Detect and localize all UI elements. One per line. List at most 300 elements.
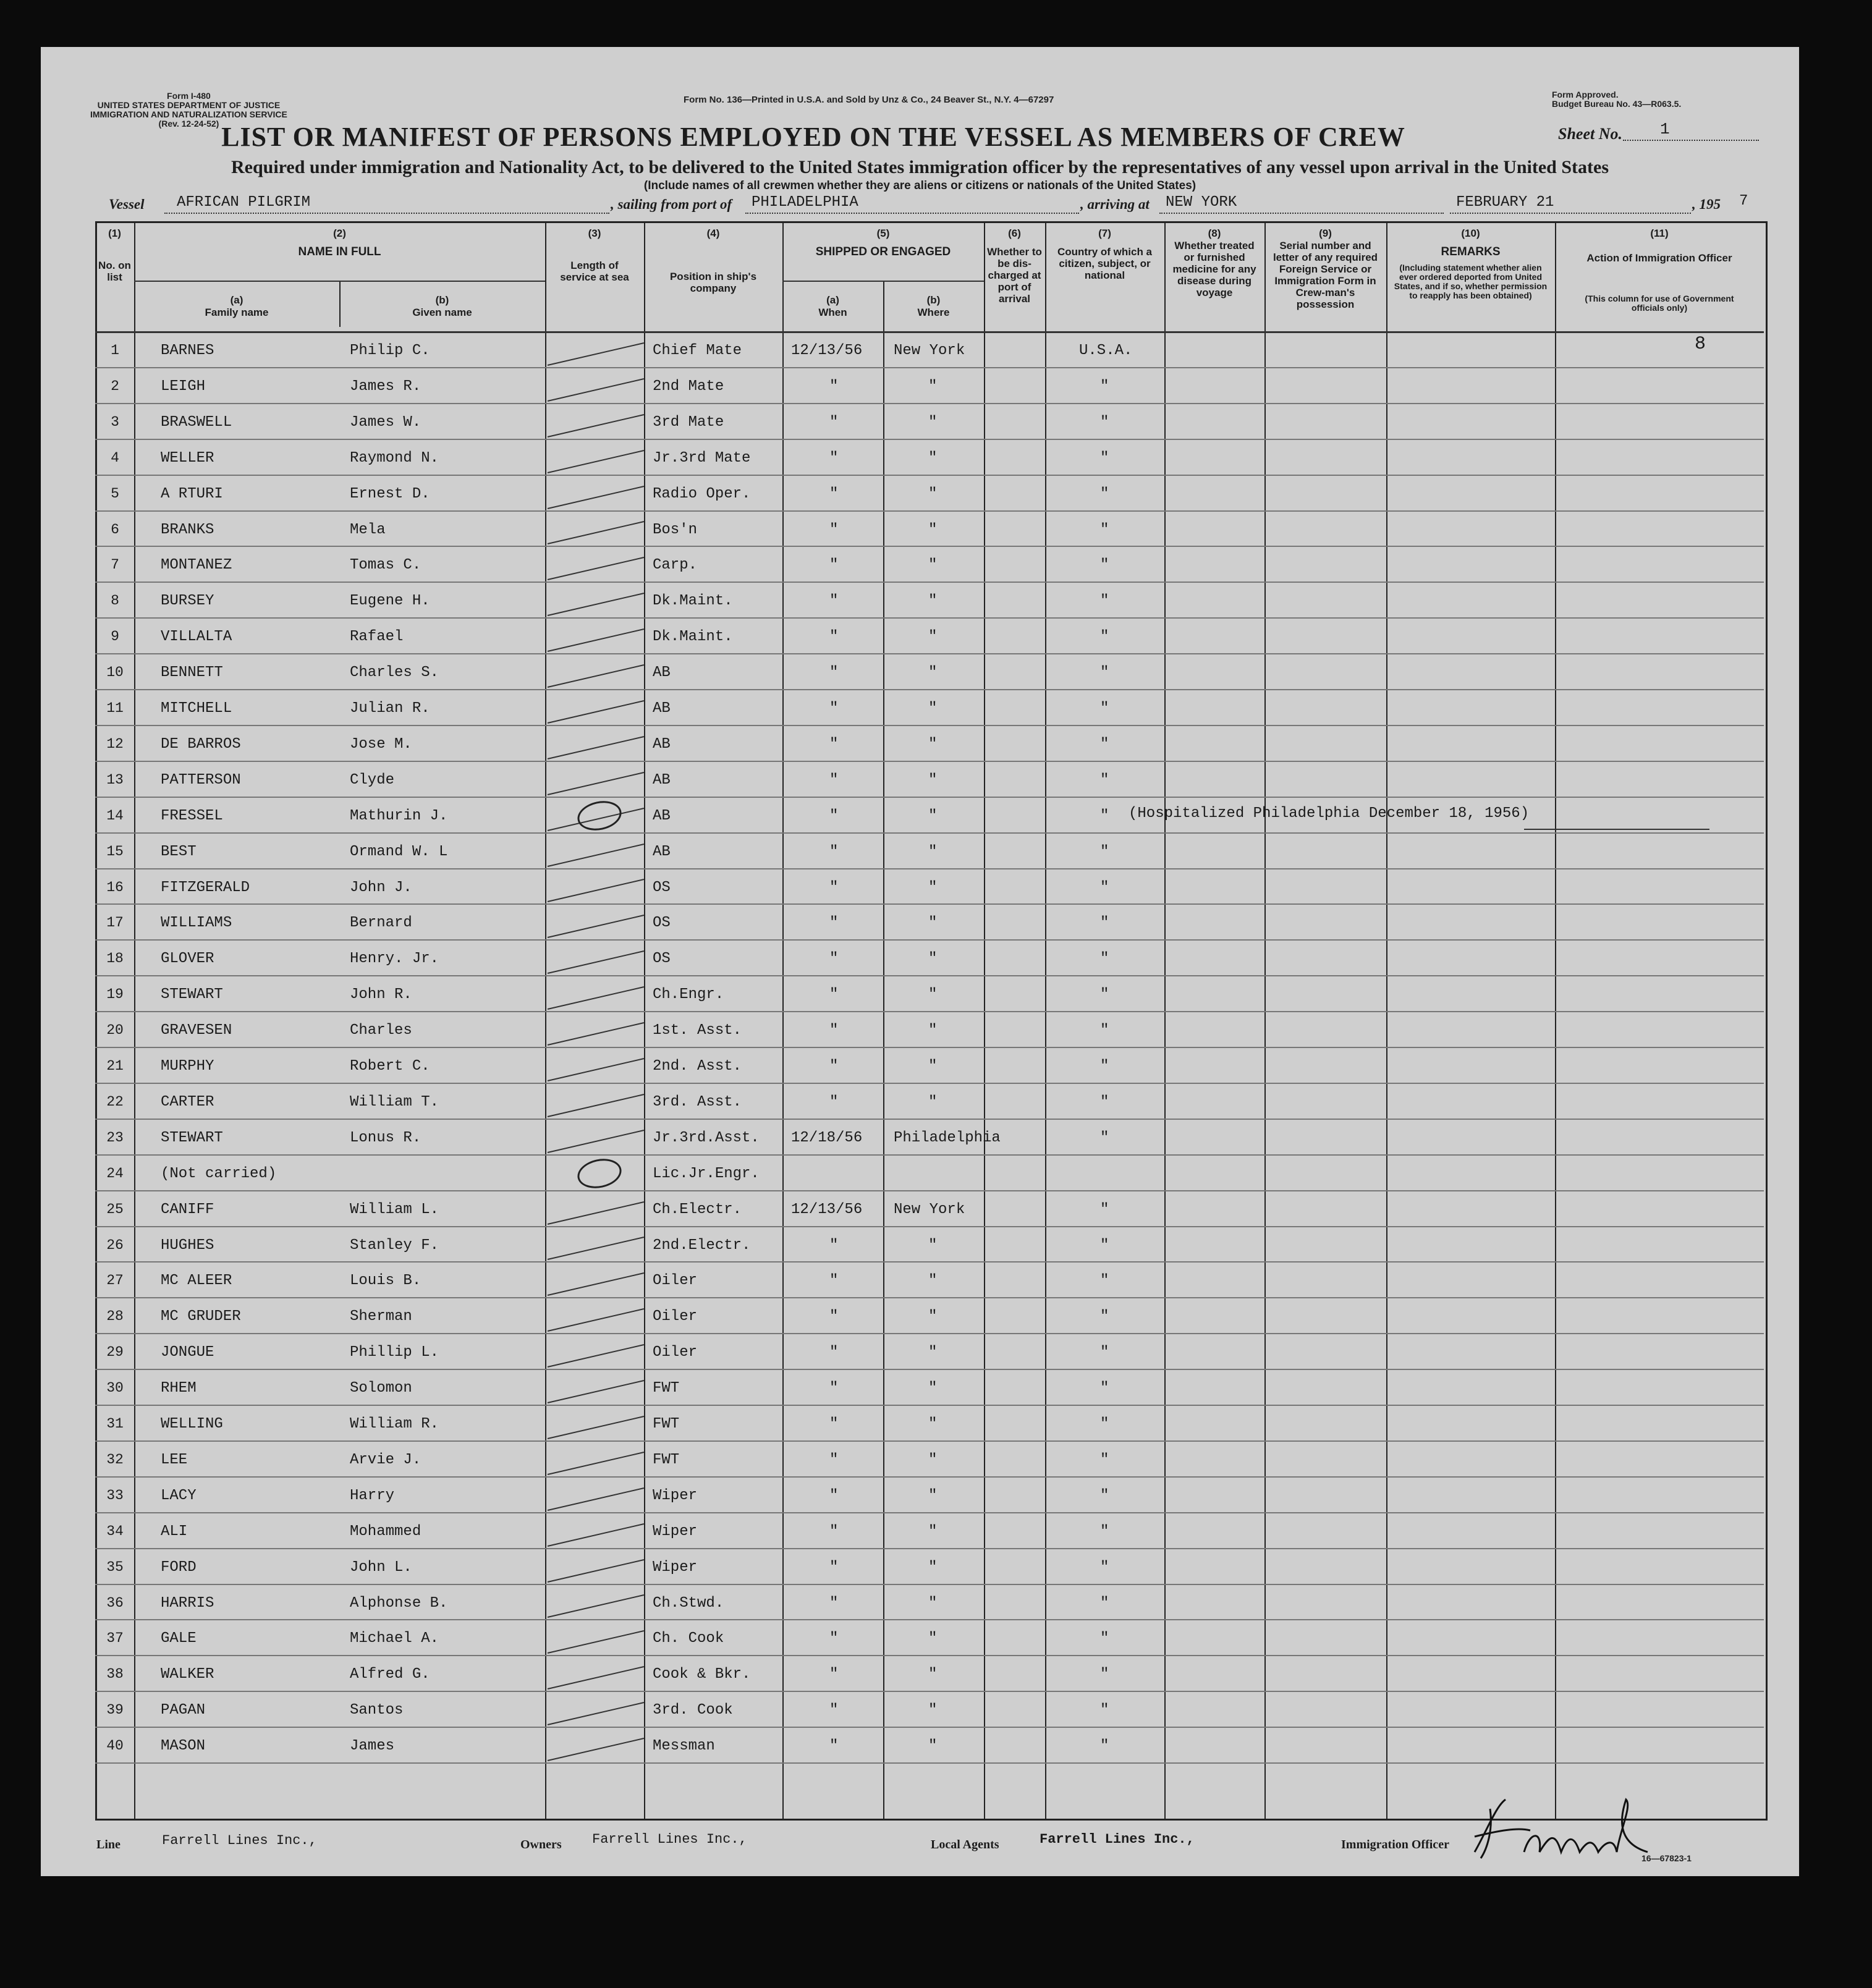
col-2-number: (2)	[333, 227, 346, 239]
row-rule	[95, 1512, 1764, 1513]
header-when-a: (a)	[826, 294, 839, 306]
shipped-where: "	[928, 879, 938, 896]
country: "	[1100, 843, 1109, 860]
given-name: Eugene H.	[350, 593, 430, 610]
budget-bureau: Budget Bureau No. 43—R063.5.	[1552, 99, 1682, 109]
given-name: Tomas C.	[350, 557, 421, 574]
row-rule	[95, 475, 1764, 476]
shipped-where: "	[928, 1738, 938, 1755]
row-number: 29	[106, 1344, 124, 1361]
position: 2nd Mate	[653, 378, 724, 395]
header-treated: Whether treated or furnished medicine for any disease during voyage	[1172, 240, 1256, 298]
family-name: (Not carried)	[161, 1165, 277, 1182]
shipped-where: "	[928, 593, 938, 610]
header-family-a: (a)	[230, 294, 244, 306]
sheet-number-line	[1623, 140, 1759, 141]
position: Jr.3rd.Asst.	[653, 1129, 760, 1146]
row-number: 39	[106, 1702, 124, 1719]
position: AB	[653, 700, 671, 717]
column-rule-where	[883, 282, 884, 1821]
header-discharged: Whether to be dis-charged at port of arrival	[987, 246, 1042, 305]
arrival-line	[1159, 213, 1444, 214]
given-name: Mela	[350, 521, 386, 538]
given-name: Michael A.	[350, 1630, 439, 1648]
shipped-where: "	[928, 843, 938, 860]
shipped-when: "	[829, 521, 839, 538]
shipped-where: "	[928, 1058, 938, 1075]
position: 1st. Asst.	[653, 1022, 742, 1039]
position: OS	[653, 915, 671, 932]
family-name: BRANKS	[161, 521, 214, 538]
family-name: MC GRUDER	[161, 1308, 241, 1326]
position: Jr.3rd Mate	[653, 449, 751, 467]
shipped-when: "	[829, 807, 839, 824]
header-shipped-engaged: SHIPPED OR ENGAGED	[815, 245, 951, 258]
given-name: Jose M.	[350, 735, 412, 753]
country: "	[1100, 915, 1109, 932]
shipped-where: "	[928, 915, 938, 932]
country: "	[1100, 593, 1109, 610]
row-rule	[95, 1476, 1764, 1478]
family-name: GLOVER	[161, 950, 214, 968]
country: "	[1100, 1237, 1109, 1254]
subtitle-note: (Include names of all crewmen whether they are aliens or citizens or nationals of the United States)	[643, 179, 1196, 192]
shipped-when: "	[829, 1630, 839, 1648]
given-name: Charles S.	[350, 664, 439, 682]
shipped-when: "	[829, 843, 839, 860]
row-number: 24	[106, 1165, 124, 1182]
row-number: 4	[111, 449, 119, 466]
year-prefix: , 195	[1692, 197, 1721, 212]
given-name: Robert C.	[350, 1058, 430, 1075]
position: FWT	[653, 1380, 680, 1397]
row-number: 9	[111, 628, 119, 645]
column-rule	[984, 221, 985, 1821]
country: "	[1100, 1451, 1109, 1468]
column-rule	[782, 221, 784, 1821]
header-action-note: (This column for use of Government officials only)	[1585, 294, 1734, 313]
given-name: Bernard	[350, 915, 412, 932]
country: "	[1100, 986, 1109, 1004]
family-name: DE BARROS	[161, 735, 241, 753]
shipped-where: "	[928, 413, 938, 431]
row-rule	[95, 868, 1764, 869]
row-rule	[95, 582, 1764, 583]
shipped-when: "	[829, 1380, 839, 1397]
position: Carp.	[653, 557, 698, 574]
country: "	[1100, 771, 1109, 789]
column-rule	[134, 221, 135, 1821]
country: "	[1100, 1416, 1109, 1432]
column-rule	[1045, 221, 1046, 1821]
officer-signature	[1462, 1793, 1660, 1867]
header-serial: Serial number and letter of any required Foreign Service or Immigration Form in Crew-man's possession	[1273, 240, 1378, 310]
shipped-where: New York	[894, 1201, 965, 1218]
shipped-where: "	[928, 557, 938, 574]
row-rule	[95, 689, 1764, 690]
country: "	[1100, 521, 1109, 538]
family-name: JONGUE	[161, 1344, 214, 1361]
position: Ch. Cook	[653, 1630, 724, 1648]
row-rule	[95, 761, 1764, 762]
row-rule	[95, 975, 1764, 976]
family-name: FORD	[161, 1559, 197, 1576]
footer-agents: Farrell Lines Inc.,	[1040, 1832, 1195, 1847]
column-rule	[1386, 221, 1387, 1821]
row-number: 2	[111, 378, 119, 394]
row-rule	[95, 903, 1764, 905]
row-rule	[95, 1226, 1764, 1227]
shipped-when: "	[829, 771, 839, 789]
shipped-when: "	[829, 1022, 839, 1039]
action-mark: 8	[1695, 334, 1706, 355]
col-11-number: (11)	[1650, 227, 1669, 239]
column-rule	[644, 221, 645, 1821]
shipped-where: "	[928, 700, 938, 717]
country: "	[1100, 1093, 1109, 1110]
row-rule	[95, 1369, 1764, 1370]
given-name: Stanley F.	[350, 1237, 439, 1254]
row-rule	[95, 832, 1764, 834]
port-line	[745, 213, 1079, 214]
position: Radio Oper.	[653, 485, 751, 502]
header-where: Where	[917, 307, 950, 318]
country: "	[1100, 1594, 1109, 1612]
row-rule	[95, 653, 1764, 654]
header-no-on-list: No. on list	[98, 260, 131, 283]
sheet-number: 1	[1660, 120, 1670, 138]
country: "	[1100, 1022, 1109, 1039]
position: 2nd.Electr.	[653, 1237, 751, 1254]
given-name: Alphonse B.	[350, 1594, 448, 1612]
shipped-where: "	[928, 1344, 938, 1361]
shipped-where: "	[928, 1272, 938, 1290]
service: IMMIGRATION AND NATURALIZATION SERVICE	[90, 109, 287, 119]
position: Oiler	[653, 1344, 698, 1361]
date-line	[1450, 213, 1691, 214]
country: "	[1100, 1308, 1109, 1326]
shipped-when: "	[829, 378, 839, 395]
family-name: WALKER	[161, 1666, 214, 1683]
position: AB	[653, 807, 671, 824]
position: Bos'n	[653, 521, 698, 538]
row-number: 17	[106, 915, 124, 931]
row-number: 13	[106, 771, 124, 788]
given-name: Ernest D.	[350, 485, 430, 502]
given-name: Charles	[350, 1022, 412, 1039]
header-length-of-service: Length of service at sea	[560, 260, 629, 283]
row-number: 38	[106, 1666, 124, 1683]
header-action: Action of Immigration Officer	[1586, 252, 1732, 264]
shipped-when: "	[829, 1559, 839, 1576]
row-number: 8	[111, 593, 119, 609]
row-rule	[95, 510, 1764, 512]
given-name: Henry. Jr.	[350, 950, 439, 968]
col-9-number: (9)	[1319, 227, 1332, 239]
year-digit: 7	[1739, 193, 1748, 209]
row-rule	[95, 1727, 1764, 1728]
country: "	[1100, 628, 1109, 646]
family-name: RHEM	[161, 1380, 197, 1397]
country: "	[1100, 1702, 1109, 1719]
row-number: 10	[106, 664, 124, 681]
row-number: 19	[106, 986, 124, 1003]
country: "	[1100, 950, 1109, 968]
shipped-when: "	[829, 485, 839, 502]
shipped-when: 12/13/56	[791, 1201, 863, 1218]
given-name: William L.	[350, 1201, 439, 1218]
shipped-where: New York	[894, 342, 965, 359]
row-rule	[95, 1119, 1764, 1120]
shipped-where: "	[928, 521, 938, 538]
column-rule	[545, 221, 546, 1821]
row-rule	[95, 1011, 1764, 1012]
family-name: LEE	[161, 1451, 188, 1468]
row-rule	[95, 1297, 1764, 1298]
row-number: 11	[106, 700, 124, 716]
given-name: Louis B.	[350, 1272, 421, 1290]
shipped-when: "	[829, 986, 839, 1004]
footer-form-code: 16—67823-1	[1641, 1853, 1692, 1863]
shipped-where: "	[928, 1416, 938, 1432]
row-number: 32	[106, 1451, 124, 1468]
header-remarks: REMARKS	[1441, 245, 1501, 258]
family-name: HUGHES	[161, 1237, 214, 1254]
country: "	[1100, 1058, 1109, 1075]
shipped-where: "	[928, 1237, 938, 1254]
form-id: Form I-480	[167, 91, 211, 101]
family-name: CARTER	[161, 1093, 214, 1110]
given-name: Julian R.	[350, 700, 430, 717]
country: "	[1100, 413, 1109, 431]
given-name: James	[350, 1738, 395, 1755]
family-name: VILLALTA	[161, 628, 232, 646]
family-name: LEIGH	[161, 378, 206, 395]
family-name: PATTERSON	[161, 771, 241, 789]
header-country: Country of which a citizen, subject, or national	[1057, 246, 1152, 281]
position: Ch.Electr.	[653, 1201, 742, 1218]
subtitle: Required under immigration and Nationality Act, to be delivered to the United States immigration officer by the representatives of any vessel upon arrival in the United States	[231, 157, 1609, 177]
header-position: Position in ship's company	[669, 271, 757, 294]
row-rule	[95, 1190, 1764, 1191]
row-rule	[95, 1762, 1764, 1764]
row-number: 36	[106, 1594, 124, 1611]
given-name: James W.	[350, 413, 421, 431]
position: Chief Mate	[653, 342, 742, 359]
col-6-number: (6)	[1008, 227, 1021, 239]
shipped-when: "	[829, 1093, 839, 1110]
family-name: MC ALEER	[161, 1272, 232, 1290]
position: Dk.Maint.	[653, 593, 733, 610]
position: Oiler	[653, 1272, 698, 1290]
country: "	[1100, 485, 1109, 502]
header-rule-bottom	[95, 331, 1764, 333]
row-number: 27	[106, 1272, 124, 1289]
family-name: MITCHELL	[161, 700, 232, 717]
header-given-b: (b)	[435, 294, 449, 306]
header-rule-name	[134, 281, 545, 282]
position: Dk.Maint.	[653, 628, 733, 646]
country: "	[1100, 1272, 1109, 1290]
row-number: 26	[106, 1237, 124, 1253]
position: Cook & Bkr.	[653, 1666, 751, 1683]
country: "	[1100, 664, 1109, 682]
row-rule	[95, 1548, 1764, 1549]
row-number: 35	[106, 1559, 124, 1575]
family-name: WELLING	[161, 1416, 223, 1432]
row-rule	[95, 725, 1764, 726]
header-where-b: (b)	[926, 294, 941, 306]
given-name: Mathurin J.	[350, 807, 448, 824]
row-number: 6	[111, 521, 119, 538]
row-number: 34	[106, 1523, 124, 1539]
given-name: Solomon	[350, 1380, 412, 1397]
row-rule	[95, 1584, 1764, 1585]
shipped-when: "	[829, 1416, 839, 1432]
shipped-where: "	[928, 1380, 938, 1397]
position: Messman	[653, 1738, 715, 1755]
shipped-when: 12/13/56	[791, 342, 863, 359]
given-name: Mohammed	[350, 1523, 421, 1540]
shipped-when: "	[829, 735, 839, 753]
row-number: 31	[106, 1416, 124, 1432]
family-name: MONTANEZ	[161, 557, 232, 574]
row-number: 37	[106, 1630, 124, 1647]
given-name: Ormand W. L	[350, 843, 448, 860]
row-number: 30	[106, 1380, 124, 1397]
footer-line: Farrell Lines Inc.,	[162, 1833, 317, 1848]
given-name: James R.	[350, 378, 421, 395]
shipped-when: "	[829, 1237, 839, 1254]
shipped-where: "	[928, 1093, 938, 1110]
col-10-number: (10)	[1461, 227, 1480, 239]
family-name: WELLER	[161, 449, 214, 467]
column-rule	[1555, 221, 1556, 1821]
position: Ch.Engr.	[653, 986, 724, 1004]
sheet-label: Sheet No.	[1558, 125, 1622, 143]
printer-note: Form No. 136—Printed in U.S.A. and Sold by Unz & Co., 24 Beaver St., N.Y. 4—67297	[684, 95, 1054, 105]
row-number: 23	[106, 1129, 124, 1146]
vessel-name: AFRICAN PILGRIM	[177, 194, 311, 211]
family-name: STEWART	[161, 986, 223, 1004]
given-name: Philip C.	[350, 342, 430, 359]
position: Oiler	[653, 1308, 698, 1326]
row-rule	[95, 617, 1764, 619]
row-number: 40	[106, 1738, 124, 1754]
shipped-when: "	[829, 1523, 839, 1540]
family-name: STEWART	[161, 1129, 223, 1146]
row-rule	[95, 1440, 1764, 1442]
form-approved: Form Approved.	[1552, 90, 1619, 99]
position: Wiper	[653, 1559, 698, 1576]
given-name: Sherman	[350, 1308, 412, 1326]
col-1-number: (1)	[108, 227, 121, 239]
col-5-number: (5)	[876, 227, 890, 239]
shipped-where: "	[928, 1308, 938, 1326]
family-name: MURPHY	[161, 1058, 214, 1075]
position: Lic.Jr.Engr.	[653, 1165, 760, 1182]
family-name: BEST	[161, 843, 197, 860]
row-number: 1	[111, 342, 119, 358]
header-name-in-full: NAME IN FULL	[298, 245, 381, 258]
given-name: Lonus R.	[350, 1129, 421, 1146]
family-name: HARRIS	[161, 1594, 214, 1612]
given-name: John J.	[350, 879, 412, 896]
given-name: John L.	[350, 1559, 412, 1576]
row-number: 33	[106, 1487, 124, 1504]
shipped-when: "	[829, 950, 839, 968]
shipped-where: Philadelphia	[894, 1129, 1001, 1146]
shipped-where: "	[928, 1559, 938, 1576]
row-rule	[95, 1655, 1764, 1656]
country: "	[1100, 378, 1109, 395]
row-number: 16	[106, 879, 124, 895]
row-rule	[95, 1261, 1764, 1263]
country: "	[1100, 1523, 1109, 1540]
vessel-line	[164, 213, 609, 214]
shipped-where: "	[928, 449, 938, 467]
position: AB	[653, 735, 671, 753]
country: "	[1100, 807, 1109, 824]
header-given-name: Given name	[412, 307, 472, 318]
shipped-where: "	[928, 1666, 938, 1683]
shipped-where: "	[928, 1451, 938, 1468]
footer-line-label: Line	[96, 1838, 121, 1851]
row-number: 12	[106, 735, 124, 752]
family-name: GRAVESEN	[161, 1022, 232, 1039]
given-name: Arvie J.	[350, 1451, 421, 1468]
row-rule	[95, 797, 1764, 798]
row-rule	[95, 1083, 1764, 1084]
position: Ch.Stwd.	[653, 1594, 724, 1612]
position: 2nd. Asst.	[653, 1058, 742, 1075]
header-rule-shipped	[782, 281, 984, 282]
position: Wiper	[653, 1523, 698, 1540]
given-name: Clyde	[350, 771, 395, 789]
manifest-sheet	[41, 47, 1799, 1876]
row-number: 5	[111, 485, 119, 502]
row-number: 15	[106, 843, 124, 860]
country: "	[1100, 1487, 1109, 1504]
row-rule	[95, 367, 1764, 368]
row-rule	[95, 939, 1764, 941]
shipped-when: "	[829, 1451, 839, 1468]
country: "	[1100, 700, 1109, 717]
shipped-when: "	[829, 1272, 839, 1290]
shipped-when: "	[829, 557, 839, 574]
row-number: 21	[106, 1058, 124, 1074]
position: AB	[653, 771, 671, 789]
row-rule	[95, 403, 1764, 404]
country: "	[1100, 1344, 1109, 1361]
given-name: Raymond N.	[350, 449, 439, 467]
country: "	[1100, 1129, 1109, 1146]
family-name: WILLIAMS	[161, 915, 232, 932]
family-name: ALI	[161, 1523, 188, 1540]
row-rule	[95, 439, 1764, 440]
shipped-when: "	[829, 879, 839, 896]
position: AB	[653, 664, 671, 682]
shipped-when: "	[829, 1487, 839, 1504]
country: "	[1100, 1630, 1109, 1648]
sailing-label: , sailing from port of	[611, 197, 732, 212]
col-3-number: (3)	[588, 227, 601, 239]
footer-officer-label: Immigration Officer	[1341, 1838, 1449, 1851]
header-family-name: Family name	[205, 307, 269, 318]
position: AB	[653, 843, 671, 860]
country: "	[1100, 1380, 1109, 1397]
shipped-when: "	[829, 1738, 839, 1755]
